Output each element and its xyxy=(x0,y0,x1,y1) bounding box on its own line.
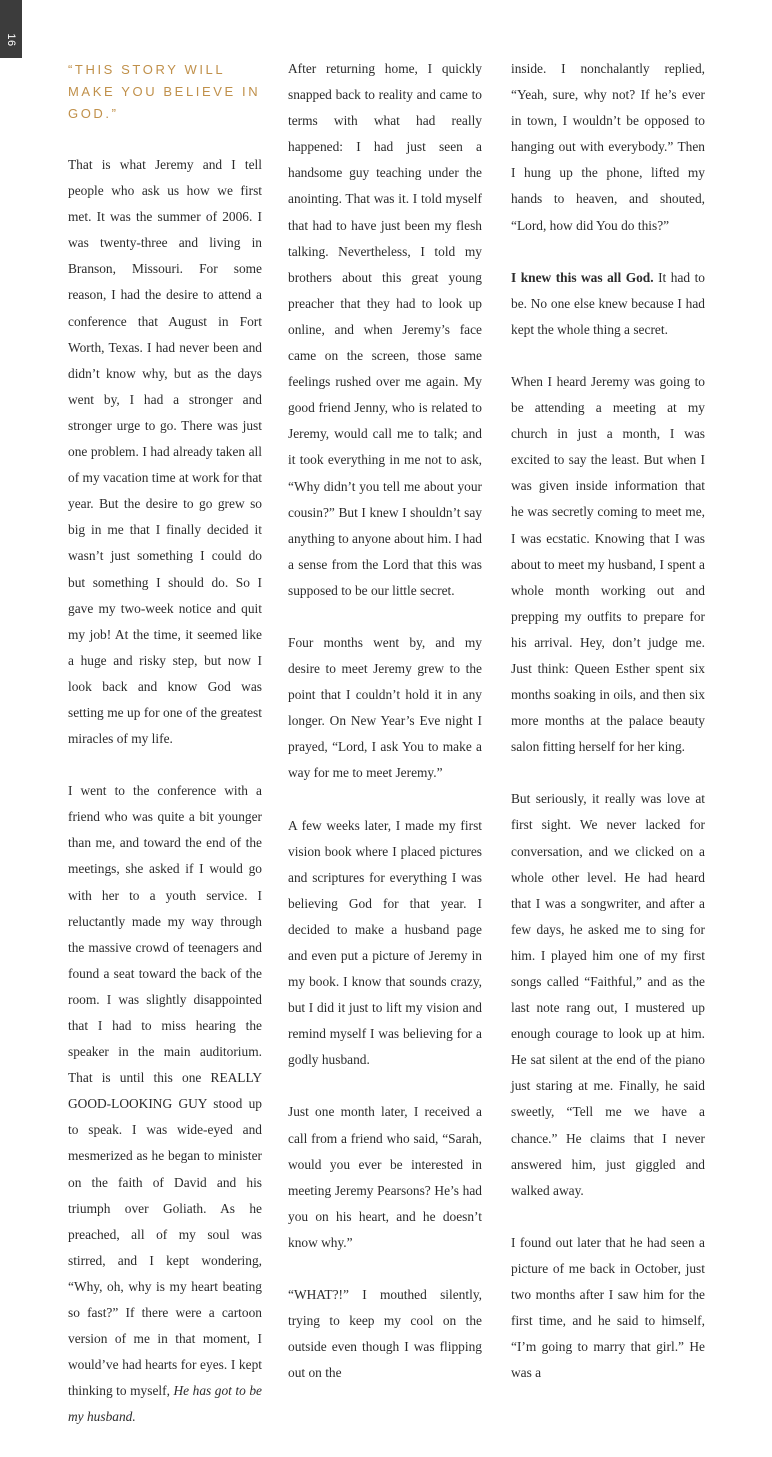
paragraph-text: I went to the conference with a friend who was quite a bit younger than me, and toward the end of the meetings, she asked if I would go with her to a youth service. I reluctantly made my way through the massive crowd of teenagers and found a seat toward the back of the room. I was slightly disappointed that I had to miss hearing the speaker in the main auditorium. That is until this one REALLY GOOD-LOOKING GUY stood up to speak. I was wide-eyed and mesmerized as he began to minister on the faith of David and his triumph over Goliath. As he preached, all of my soul was stirred, and I kept wondering, “Why, oh, why is my heart beating so fast?” If there were a cartoon version of me in that moment, I would’ve had hearts for eyes. I kept thinking to myself, xyxy=(68,783,262,1399)
article-heading: “THIS STORY WILL MAKE YOU BELIEVE IN GOD.” xyxy=(68,62,261,121)
paragraph: Four months went by, and my desire to meet Jeremy grew to the point that I couldn’t hold it in any longer. On New Year’s Eve night I prayed, “Lord, I ask You to make a way for me to meet Jeremy.” xyxy=(288,634,482,781)
paragraph xyxy=(68,778,262,1430)
paragraph: I found out later that he had seen a picture of me back in October, just two months after I saw him for the first time, and he said to himself, “I’m going to marry that girl.” He was a xyxy=(511,1234,705,1381)
italic-text: He has got to be my husband. xyxy=(68,1383,262,1425)
column-1 xyxy=(68,56,262,1457)
page-number: 16 xyxy=(5,33,17,47)
column-2 xyxy=(288,56,482,1412)
column-3 xyxy=(511,56,705,1412)
paragraph: That is what Jeremy and I tell people who ask us how we first met. It was the summer of 2006. I was twenty-three and living in Branson, Missouri. For some reason, I had the desire to attend a conference that August in Fort Worth, Texas. I had never been and didn’t know why, but as the days went by, I had a stronger and stronger urge to go. There was just one problem. I had already taken all of my vacation time at work for that year. But the desire to go grew so big in me that I finally decided it wasn’t just something I could do but something I should do. So I gave my two-week notice and quit my job! At the time, it seemed like a huge and risky step, but now I look back and know God was setting me up for one of the greatest miracles of my life. xyxy=(68,157,262,747)
paragraph: But seriously, it really was love at first sight. We never lacked for conversation, and we clicked on a whole other level. He had heard that I was a songwriter, and after a few days, he asked me to sing for him. I played him one of my first songs called “Faithful,” and as the last note rang out, I mustered up enough courage to look up at him. He sat silent at the end of the piano just staring at me. Finally, he said sweetly, “Tell me we have a chance.” He claims that I never answered him, just giggled and walked away. xyxy=(511,791,705,1198)
paragraph: “WHAT?!” I mouthed silently, trying to keep my cool on the outside even though I was flipping out on the xyxy=(288,1287,482,1381)
bold-text: I knew this was all God. xyxy=(511,269,654,285)
paragraph: inside. I nonchalantly replied, “Yeah, sure, why not? If he’s ever in town, I wouldn’t be opposed to hanging out with everybody.” Then I hung up the phone, lifted my hands to heaven, and shouted, “Lord, how did You do this?” xyxy=(511,61,705,233)
paragraph: After returning home, I quickly snapped back to reality and came to terms with what had really happened: I had just seen a handsome guy teaching under the anointing. That was it. I told myself that had to have just been my flesh talking. Nevertheless, I told my brothers about this great young preacher that they had to look up online, and when Jeremy’s face came on the screen, those same feelings rushed over me again. My good friend Jenny, who is related to Jeremy, would call me to talk; and it took everything in me not to ask, “Why didn’t you tell me about your cousin?” But I knew I shouldn’t say anything to anyone about him. I had a sense from the Lord that this was supposed to be our little secret. xyxy=(288,61,482,598)
paragraph: Just one month later, I received a call from a friend who said, “Sarah, would you ever be interested in meeting Jeremy Pearsons? He’s had you on his heart, and he doesn’t know why.” xyxy=(288,1104,482,1250)
paragraph-text: It had to be. No one else knew because I had kept the whole thing a secret. xyxy=(511,269,705,337)
page-number-tab xyxy=(0,0,22,58)
paragraph: A few weeks later, I made my first vision book where I placed pictures and scriptures for everything I was believing God for that year. I decided to make a husband page and even put a picture of Jeremy in my book. I know that sounds crazy, but I did it just to lift my vision and remind myself I was believing for a godly husband. xyxy=(288,817,482,1068)
paragraph: When I heard Jeremy was going to be attending a meeting at my church in just a month, I was excited to say the least. But when I was given inside information that he was secretly coming to meet me, I was ecstatic. Knowing that I was about to meet my husband, I spent a whole month working out and prepping my outfits to prepare for his arrival. Hey, don’t judge me. Just think: Queen Esther spent six months soaking in oils, and then six more months at the palace beauty salon fitting herself for her king. xyxy=(511,373,705,755)
paragraph xyxy=(511,265,705,343)
